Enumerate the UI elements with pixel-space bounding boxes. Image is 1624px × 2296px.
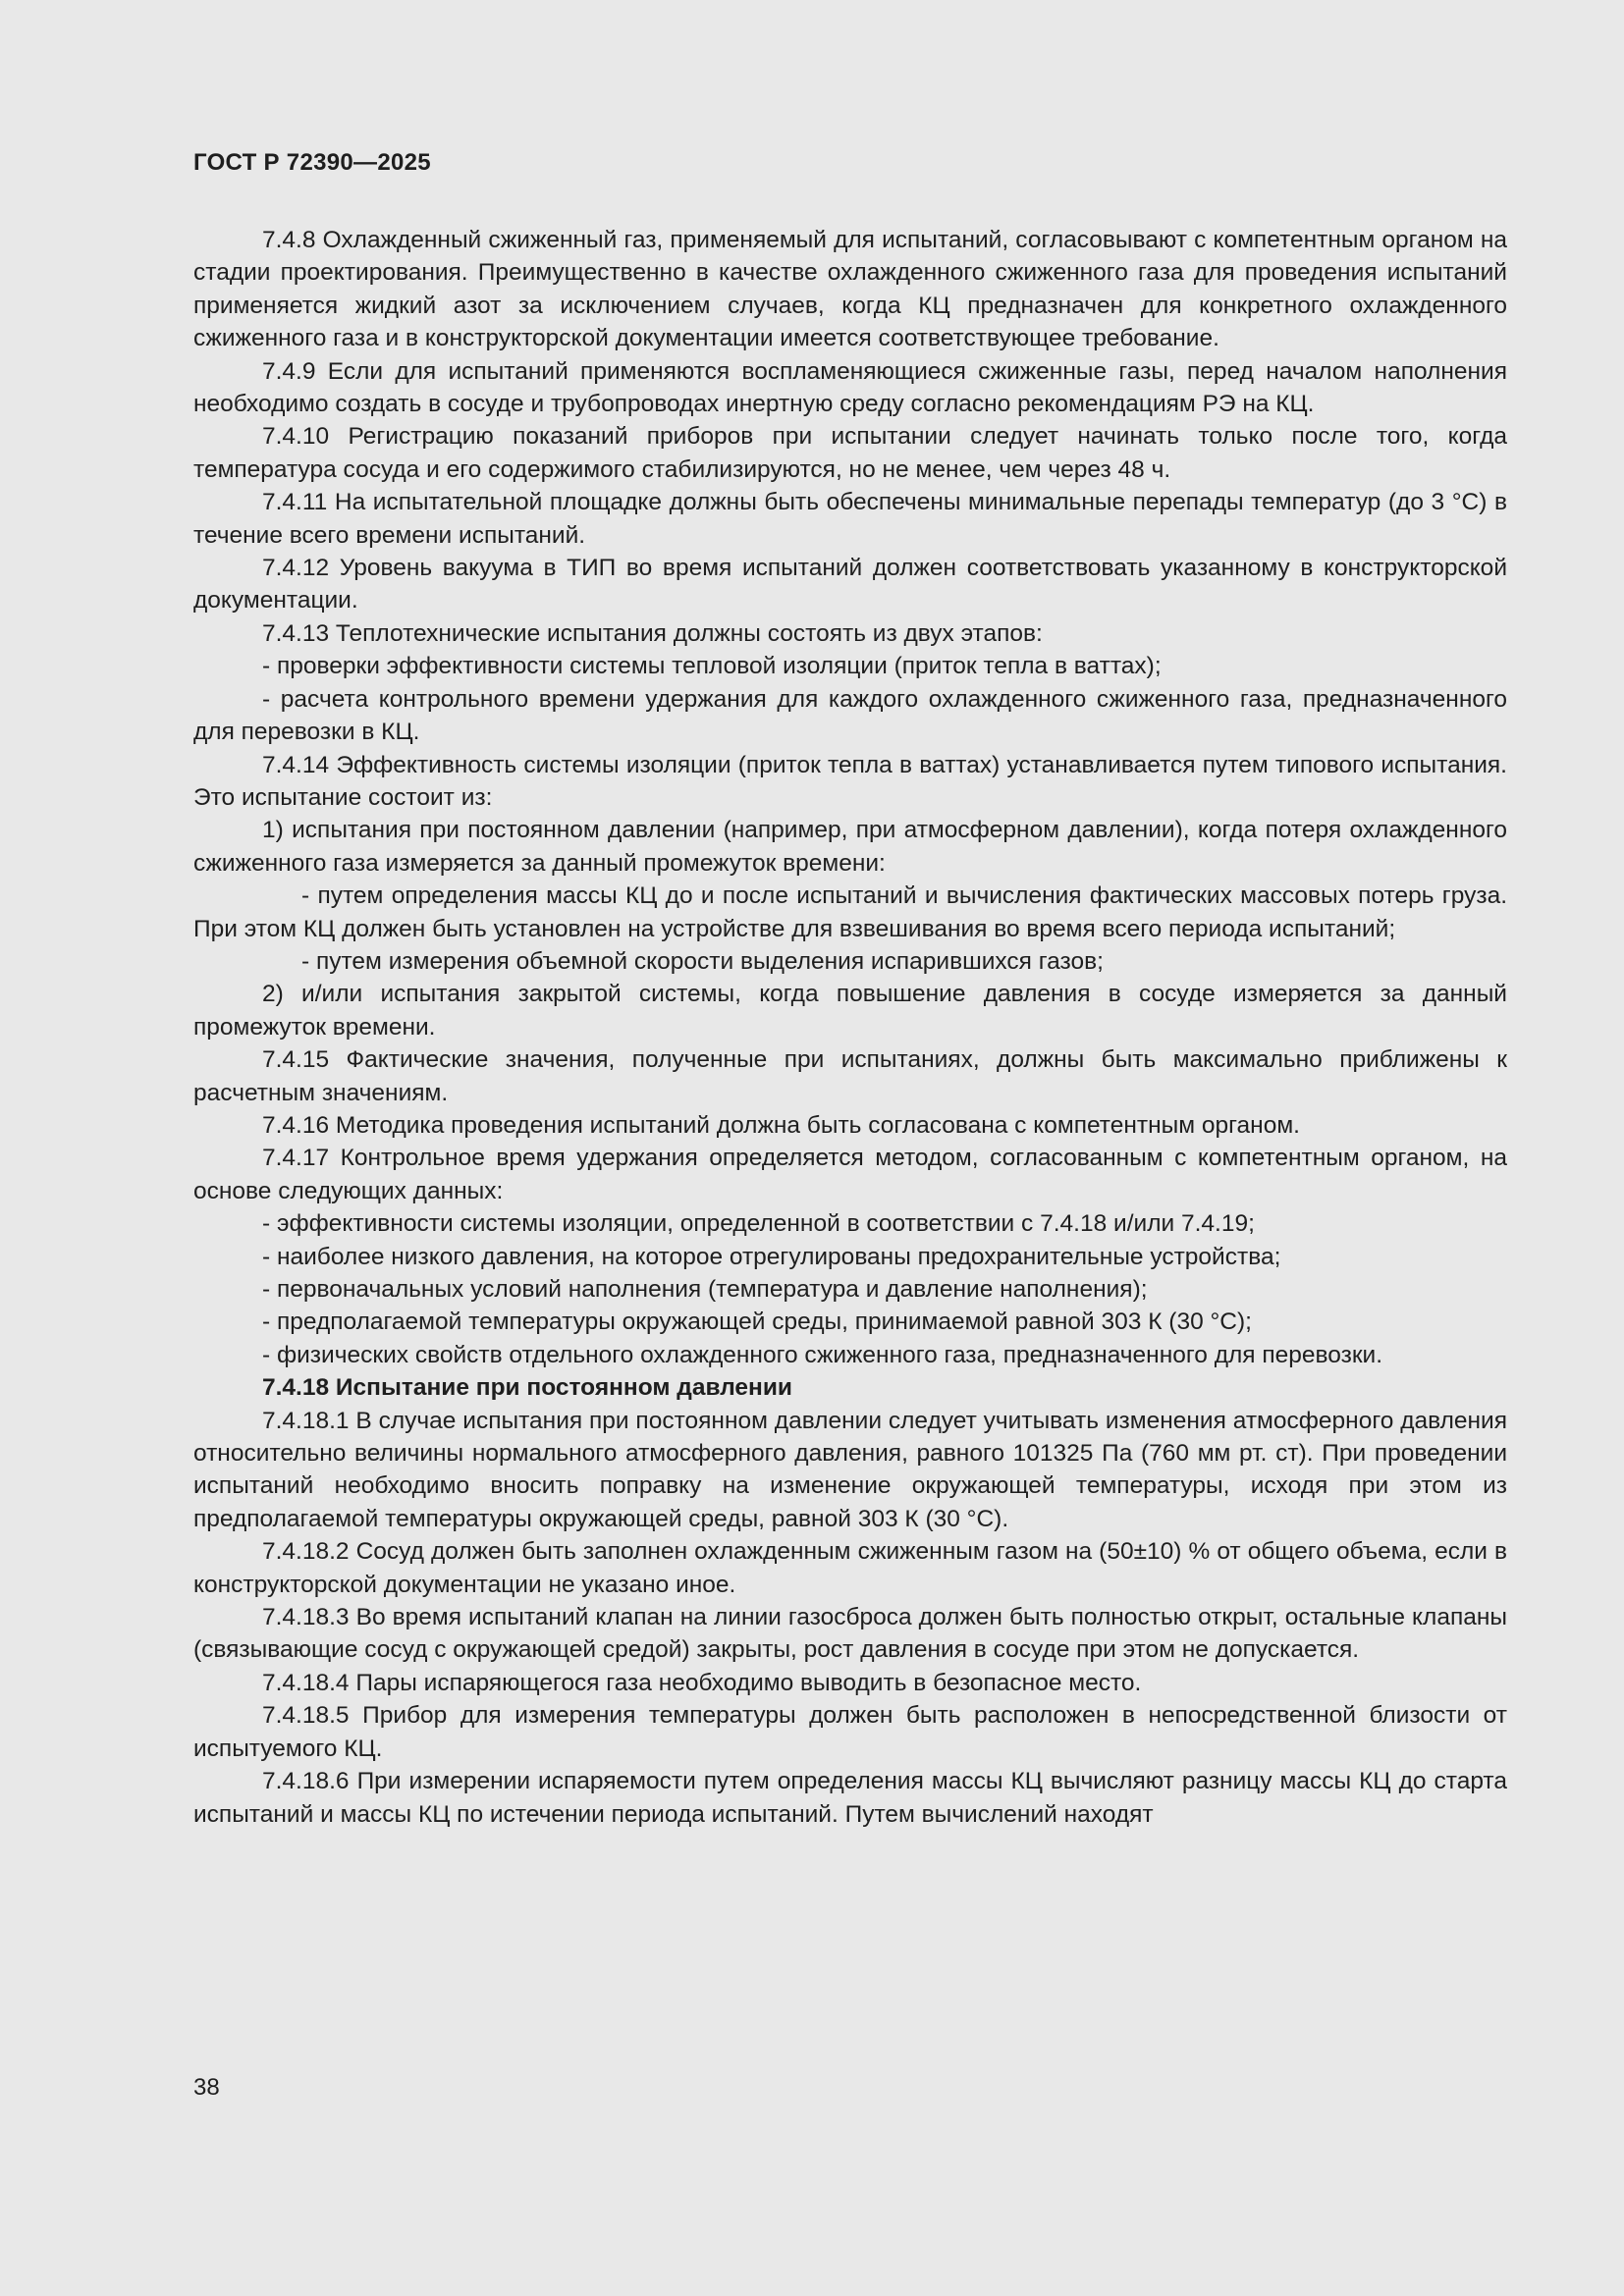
list-item: - расчета контрольного времени удержания для каждого охлажденного сжиженного газа, предназначенного для перевозки в КЦ. xyxy=(193,685,1507,746)
paragraph-7-4-9: 7.4.9 Если для испытаний применяются воспламеняющиеся сжиженные газы, перед началом наполнения необходимо создать в сосуде и трубопроводах инертную среду согласно рекомендациям РЭ на КЦ. xyxy=(193,357,1507,418)
paragraph-7-4-11: 7.4.11 На испытательной площадке должны быть обеспечены минимальные перепады температур (до 3 °С) в течение всего времени испытаний. xyxy=(193,489,1507,549)
list-item: - первоначальных условий наполнения (температура и давление наполнения); xyxy=(262,1276,1148,1303)
list-item: 1) испытания при постоянном давлении (например, при атмосферном давлении), когда потеря охлажденного сжиженного газа измеряется за данный промежуток времени: xyxy=(193,817,1507,877)
list-item: - наиболее низкого давления, на которое отрегулированы предохранительные устройства; xyxy=(262,1243,1281,1270)
paragraph-7-4-17: 7.4.17 Контрольное время удержания определяется методом, согласованным с компетентным органом, на основе следующих данных: xyxy=(193,1145,1507,1204)
paragraph-7-4-12: 7.4.12 Уровень вакуума в ТИП во время испытаний должен соответствовать указанному в конструкторской документации. xyxy=(193,555,1507,614)
document-body xyxy=(193,224,1507,1831)
paragraph-7-4-18-4: 7.4.18.4 Пары испаряющегося газа необходимо выводить в безопасное место. xyxy=(262,1669,1142,1696)
paragraph-7-4-18-1: 7.4.18.1 В случае испытания при постоянном давлении следует учитывать изменения атмосферного давления относительно величины нормального атмосферного давления, равного 101325 Па (760 мм рт. ст). При проведении испытаний необходимо вносить поправку на изменение окружающей температуры, исходя при этом из предполагаемой температуры окружающей среды, равной 303 К (30 °С). xyxy=(193,1407,1507,1532)
paragraph-7-4-8: 7.4.8 Охлажденный сжиженный газ, применяемый для испытаний, согласовывают с компетентным органом на стадии проектирования. Преимущественно в качестве охлажденного сжиженного газа для проведения испытаний применяется жидкий азот за исключением случаев, когда КЦ предназначен для конкретного охлажденного сжиженного газа и в конструкторской документации имеется соответствующее требование. xyxy=(193,227,1507,352)
paragraph-7-4-16: 7.4.16 Методика проведения испытаний должна быть согласована с компетентным органом. xyxy=(262,1111,1300,1139)
paragraph-7-4-15: 7.4.15 Фактические значения, полученные при испытаниях, должны быть максимально приближены к расчетным значениям. xyxy=(193,1046,1507,1106)
paragraph-7-4-18-6: 7.4.18.6 При измерении испаряемости путем определения массы КЦ вычисляют разницу массы КЦ до старта испытаний и массы КЦ по истечении периода испытаний. Путем вычислений находят xyxy=(193,1768,1507,1828)
document-header: ГОСТ Р 72390—2025 xyxy=(193,149,431,176)
list-item: - предполагаемой температуры окружающей среды, принимаемой равной 303 К (30 °С); xyxy=(262,1308,1252,1336)
paragraph-7-4-14: 7.4.14 Эффективность системы изоляции (приток тепла в ваттах) устанавливается путем типового испытания. Это испытание состоит из: xyxy=(193,751,1507,811)
list-item: - путем определения массы КЦ до и после испытаний и вычисления фактических массовых потерь груза. При этом КЦ должен быть установлен на устройстве для взвешивания во время всего периода испытаний; xyxy=(193,882,1507,942)
paragraph-7-4-18-5: 7.4.18.5 Прибор для измерения температуры должен быть расположен в непосредственной близости от испытуемого КЦ. xyxy=(193,1702,1507,1762)
list-item: - эффективности системы изоляции, определенной в соответствии с 7.4.18 и/или 7.4.19; xyxy=(262,1210,1255,1238)
list-item: - путем измерения объемной скорости выделения испарившихся газов; xyxy=(301,947,1104,975)
page-number: 38 xyxy=(193,2074,220,2101)
section-heading-7-4-18: 7.4.18 Испытание при постоянном давлении xyxy=(262,1374,792,1402)
paragraph-7-4-18-3: 7.4.18.3 Во время испытаний клапан на линии газосброса должен быть полностью открыт, остальные клапаны (связывающие сосуд с окружающей средой) закрыты, рост давления в сосуде при этом не допускается. xyxy=(193,1604,1507,1664)
paragraph-7-4-18-2: 7.4.18.2 Сосуд должен быть заполнен охлажденным сжиженным газом на (50±10) % от общего объема, если в конструкторской документации не указано иное. xyxy=(193,1538,1507,1598)
paragraph-7-4-13: 7.4.13 Теплотехнические испытания должны состоять из двух этапов: xyxy=(262,619,1043,647)
list-item: 2) и/или испытания закрытой системы, когда повышение давления в сосуде измеряется за данный промежуток времени. xyxy=(193,981,1507,1041)
list-item: - физических свойств отдельного охлажденного сжиженного газа, предназначенного для перевозки. xyxy=(262,1341,1383,1368)
list-item: - проверки эффективности системы тепловой изоляции (приток тепла в ваттах); xyxy=(262,653,1162,680)
paragraph-7-4-10: 7.4.10 Регистрацию показаний приборов при испытании следует начинать только после того, когда температура сосуда и его содержимого стабилизируются, но не менее, чем через 48 ч. xyxy=(193,423,1507,483)
